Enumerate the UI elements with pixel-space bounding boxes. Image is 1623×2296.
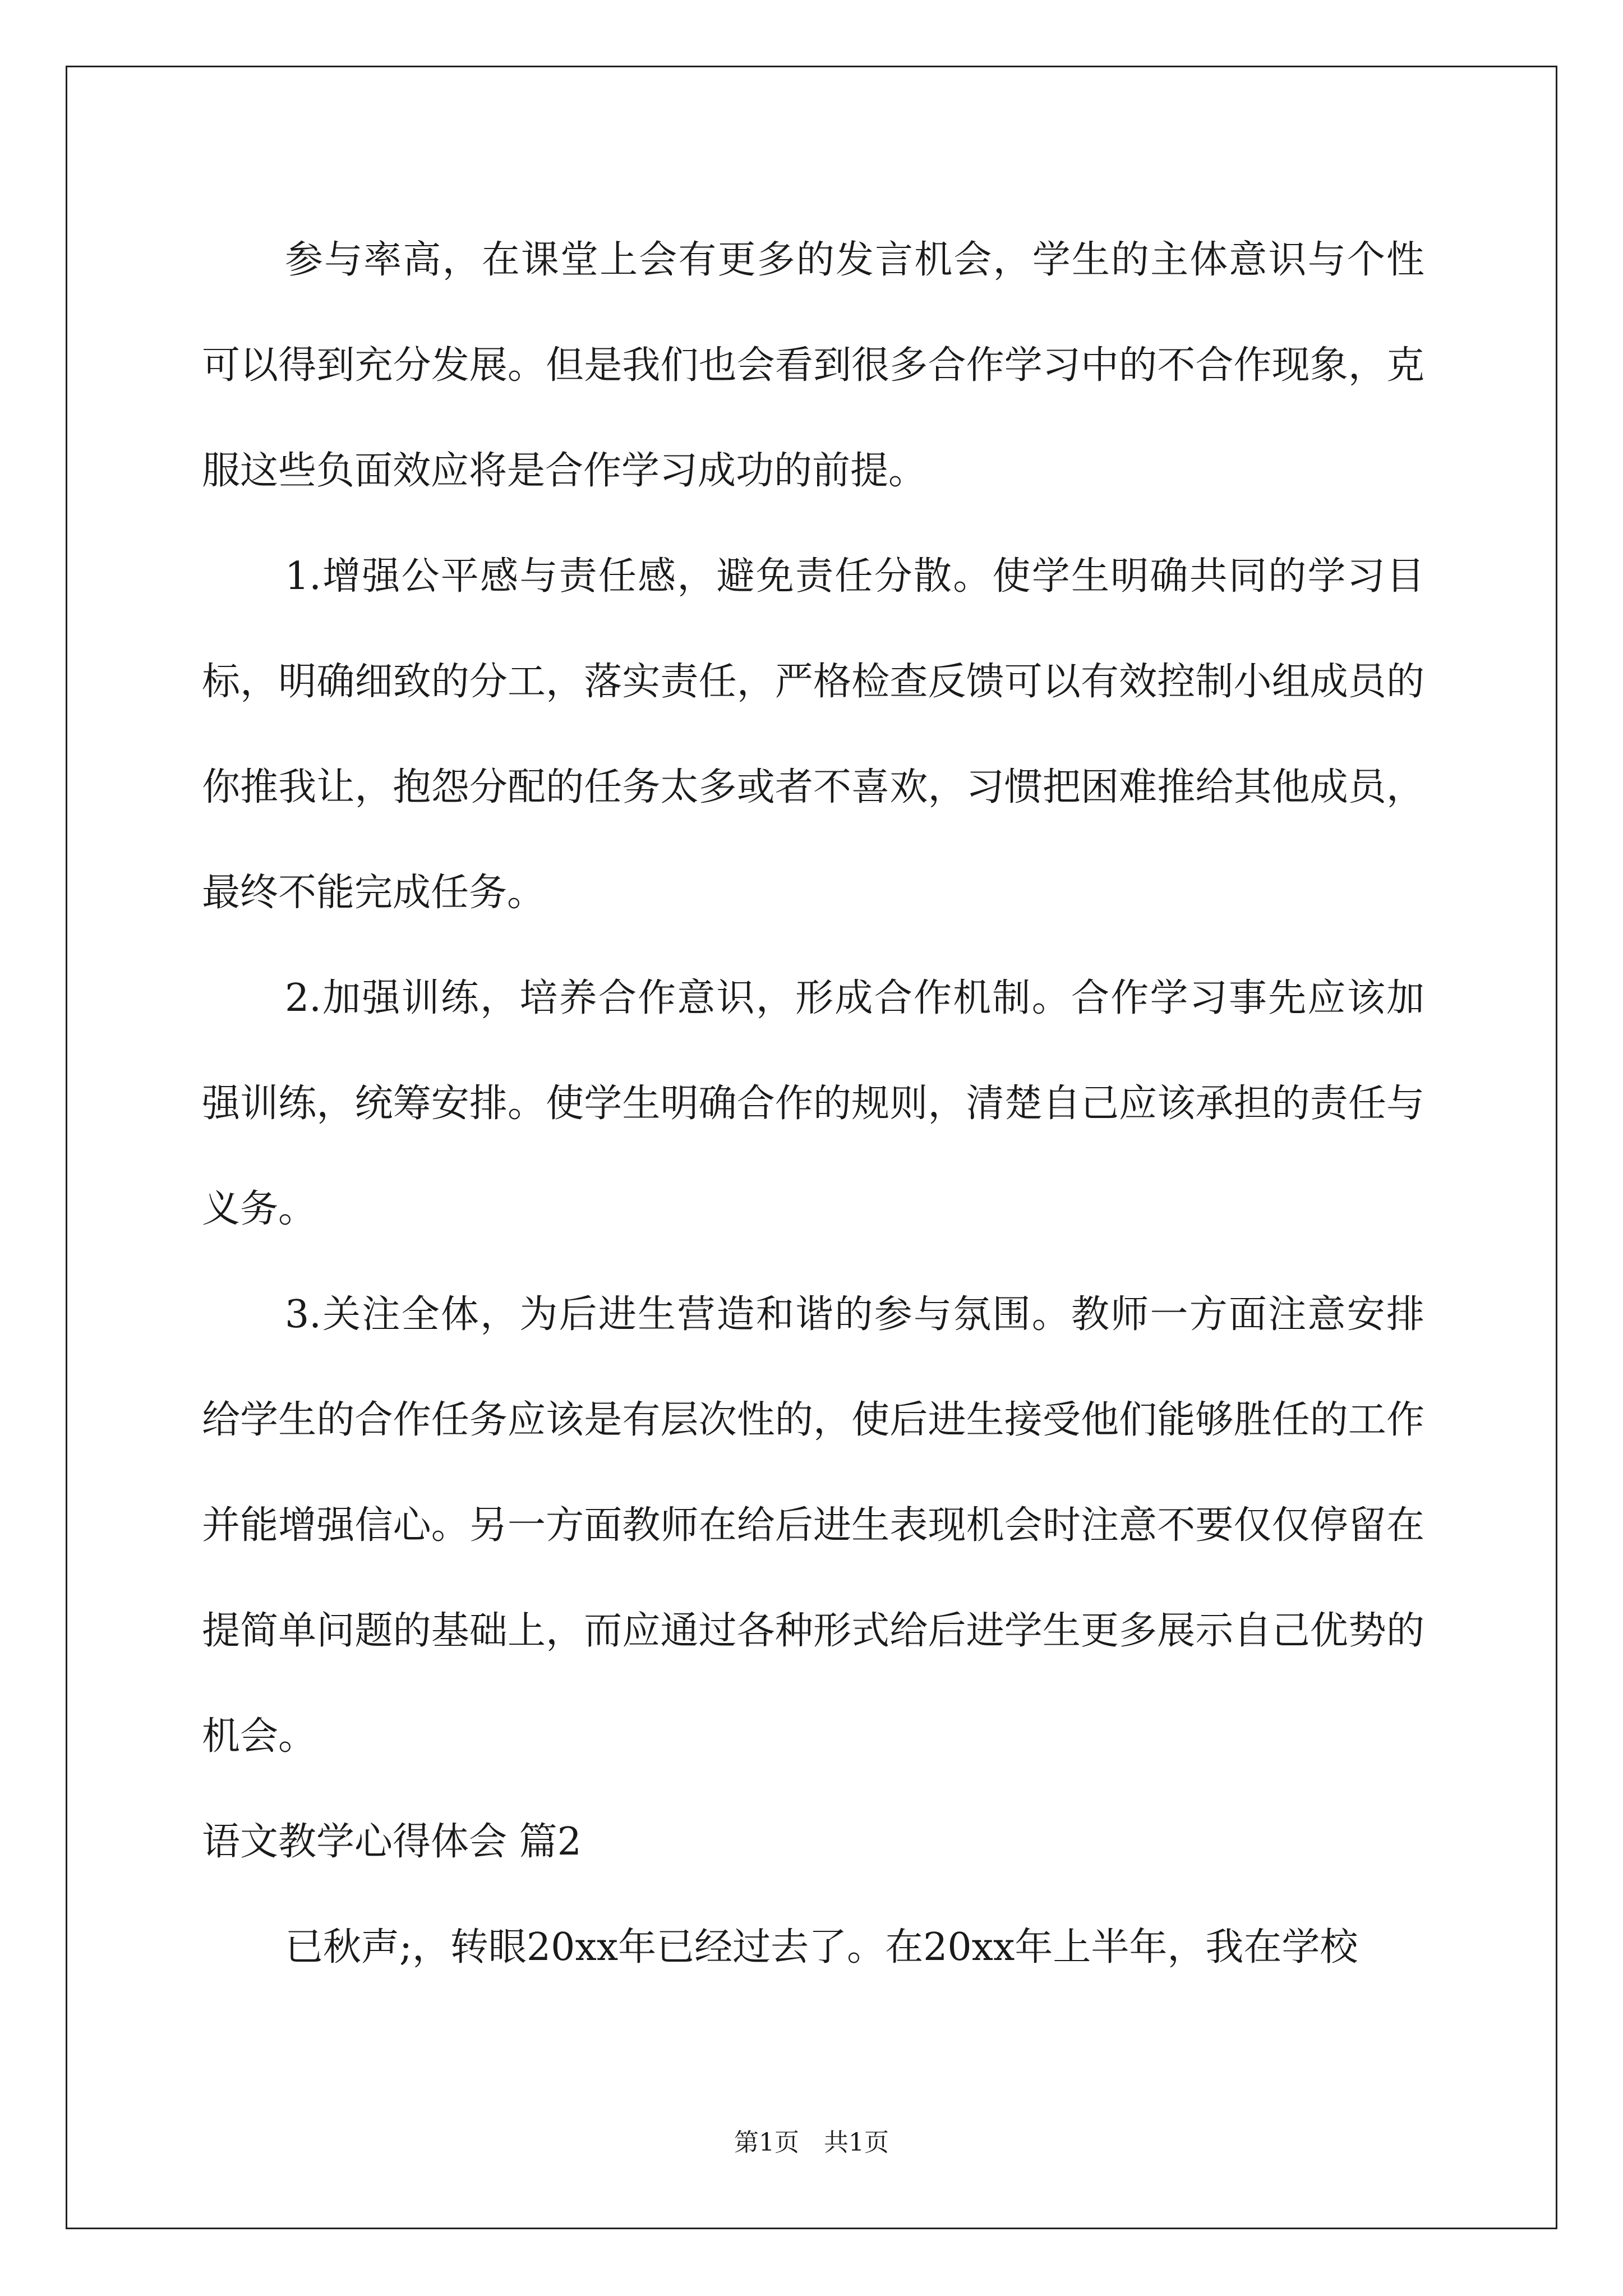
- paragraph: 1.增强公平感与责任感，避免责任分散。使学生明确共同的学习目标，明确细致的分工，落实责任，严格检查反馈可以有效控制小组成员的你推我让，抱怨分配的任务太多或者不喜欢，习惯把困难推给其他成员，最终不能完成任务。: [202, 554, 1424, 915]
- paragraph: 2.加强训练，培养合作意识，形成合作机制。合作学习事先应该加强训练，统筹安排。使学生明确合作的规则，清楚自己应该承担的责任与义务。: [202, 976, 1424, 1231]
- page-number: 第1页: [734, 2128, 799, 2157]
- page-total: 共1页: [824, 2128, 889, 2157]
- paragraph: 已秋声;，转眼20xx年已经过去了。在20xx年上半年，我在学校: [285, 1925, 1358, 1970]
- paragraph: 3.关注全体，为后进生营造和谐的参与氛围。教师一方面注意安排给学生的合作任务应该是有层次性的，使后进生接受他们能够胜任的工作并能增强信心。另一方面教师在给后进生表现机会时注意不要仅仅停留在提简单问题的基础上，而应通过各种形式给后进学生更多展示自己优势的机会。: [202, 1292, 1424, 1759]
- paragraph: 参与率高，在课堂上会有更多的发言机会，学生的主体意识与个性可以得到充分发展。但是我们也会看到很多合作学习中的不合作现象，克服这些负面效应将是合作学习成功的前提。: [202, 238, 1424, 493]
- document-body: [202, 208, 1424, 2000]
- page-footer: [0, 2126, 1623, 2160]
- section-heading: 语文教学心得体会 篇2: [202, 1820, 582, 1864]
